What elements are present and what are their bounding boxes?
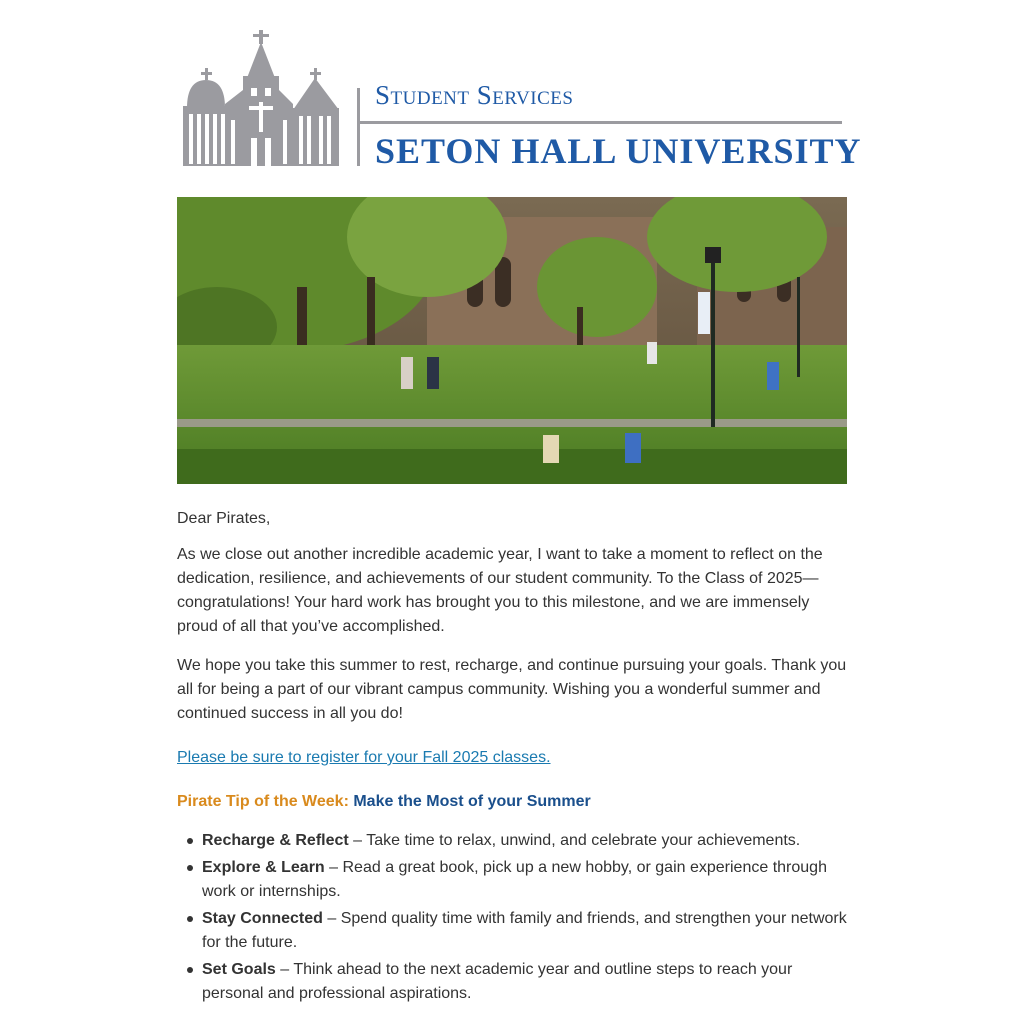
campus-photo bbox=[177, 197, 847, 484]
tip-item-text: – Think ahead to the next academic year and outline steps to reach your personal and professional aspirations. bbox=[202, 961, 793, 1002]
tip-item-heading: Recharge & Reflect bbox=[202, 832, 349, 849]
summer-paragraph: We hope you take this summer to rest, recharge, and continue pursuing your goals. Thank you all for being a part of our vibrant campus community. Wishing you a wonderful summer and continued success in all you do! bbox=[177, 657, 847, 722]
list-item bbox=[202, 958, 847, 1006]
tip-item-text: – Read a great book, pick up a new hobby, or gain experience through work or internships. bbox=[202, 859, 827, 900]
tip-item-heading: Stay Connected bbox=[202, 910, 323, 927]
tips-list bbox=[177, 829, 847, 1009]
list-item bbox=[202, 829, 847, 853]
tip-item-text: – Take time to relax, unwind, and celebrate your achievements. bbox=[348, 832, 801, 849]
intro-paragraph: As we close out another incredible academic year, I want to take a moment to reflect on the dedication, resilience, and achievements of our student community. To the Class of 2025—congratulations! Your hard work has brought you to this milestone, and we are immensely proud of all that you’ve accomplished. bbox=[177, 546, 823, 635]
chapel-icon bbox=[181, 28, 341, 168]
tip-title: Make the Most of your Summer bbox=[353, 793, 591, 810]
logo-divider bbox=[357, 88, 360, 166]
register-link[interactable]: Please be sure to register for your Fall 2025 classes. bbox=[177, 749, 551, 766]
tip-item-heading: Set Goals bbox=[202, 961, 276, 978]
tip-item-heading: Explore & Learn bbox=[202, 859, 325, 876]
salutation: Dear Pirates, bbox=[177, 510, 271, 527]
logo-rule bbox=[357, 121, 842, 124]
logo-title: SETON HALL UNIVERSITY bbox=[375, 131, 862, 171]
pirate-tip-heading bbox=[177, 790, 591, 814]
tip-label: Pirate Tip of the Week: bbox=[177, 793, 349, 810]
list-item bbox=[202, 856, 847, 904]
logo-subtitle: Student Services bbox=[375, 80, 574, 110]
tip-item-text: – Spend quality time with family and friends, and strengthen your network for the future. bbox=[202, 910, 847, 951]
university-logo bbox=[177, 28, 862, 171]
list-item bbox=[202, 907, 847, 955]
